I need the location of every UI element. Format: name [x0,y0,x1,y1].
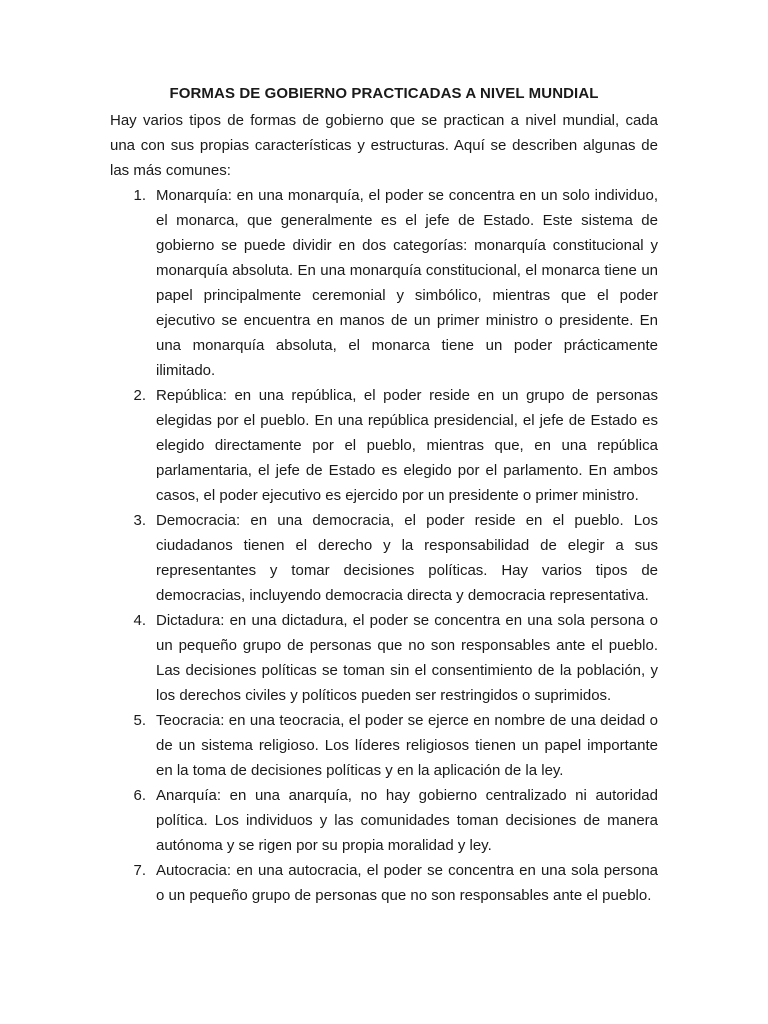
list-item-number: 1. [133,187,146,204]
list-item-number: 6. [133,787,146,804]
document-title: FORMAS DE GOBIERNO PRACTICADAS A NIVEL MUNDIAL [169,85,599,102]
list-item-text: Dictadura: en una dictadura, el poder se concentra en una sola persona o un pequeño grupo de personas que no son responsables ante el pueblo. Las decisiones políticas se toman sin el consentimiento de la población, y los derechos civiles y políticos pueden ser restringidos o suprimidos. [156,612,658,704]
list-item [110,858,658,908]
list-item-text: Democracia: en una democracia, el poder reside en el pueblo. Los ciudadanos tienen el derecho y la responsabilidad de elegir a sus representantes y tomar decisiones políticas. Hay varios tipos de democracias, incluyendo democracia directa y democracia representativa. [156,512,658,604]
list-item [110,508,658,608]
list-item-number: 7. [133,862,146,879]
list-item-number: 5. [133,712,146,729]
list-item-text: Monarquía: en una monarquía, el poder se concentra en un solo individuo, el monarca, que generalmente es el jefe de Estado. Este sistema de gobierno se puede dividir en dos categorías: monarquía constitucional y monarquía absoluta. En una monarquía constitucional, el monarca tiene un papel principalmente ceremonial y simbólico, mientras que el poder ejecutivo se encuentra en manos de un primer ministro o presidente. En una monarquía absoluta, el monarca tiene un poder prácticamente ilimitado. [156,187,658,379]
list-item-text: Anarquía: en una anarquía, no hay gobierno centralizado ni autoridad política. Los individuos y las comunidades toman decisiones de manera autónoma y se rigen por su propia moralidad y ley. [156,787,658,854]
list-item [110,183,658,383]
list-item-number: 4. [133,612,146,629]
list-item [110,383,658,508]
list-item-number: 2. [133,387,146,404]
list-item [110,783,658,858]
government-forms-list [110,183,658,908]
list-item-number: 3. [133,512,146,529]
list-item-text: República: en una república, el poder reside en un grupo de personas elegidas por el pueblo. En una república presidencial, el jefe de Estado es elegido directamente por el pueblo, mientras que, en una república parlamentaria, el jefe de Estado es elegido por el parlamento. En ambos casos, el poder ejecutivo es ejercido por un presidente o primer ministro. [156,387,658,504]
list-item-text: Teocracia: en una teocracia, el poder se ejerce en nombre de una deidad o de un sistema religioso. Los líderes religiosos tienen un papel importante en la toma de decisiones políticas y en la aplicación de la ley. [156,712,658,779]
list-item-text: Autocracia: en una autocracia, el poder se concentra en una sola persona o un pequeño grupo de personas que no son responsables ante el pueblo. [156,862,658,904]
list-item [110,708,658,783]
list-item [110,608,658,708]
intro-paragraph: Hay varios tipos de formas de gobierno que se practican a nivel mundial, cada una con sus propias características y estructuras. Aquí se describen algunas de las más comunes: [110,112,658,179]
